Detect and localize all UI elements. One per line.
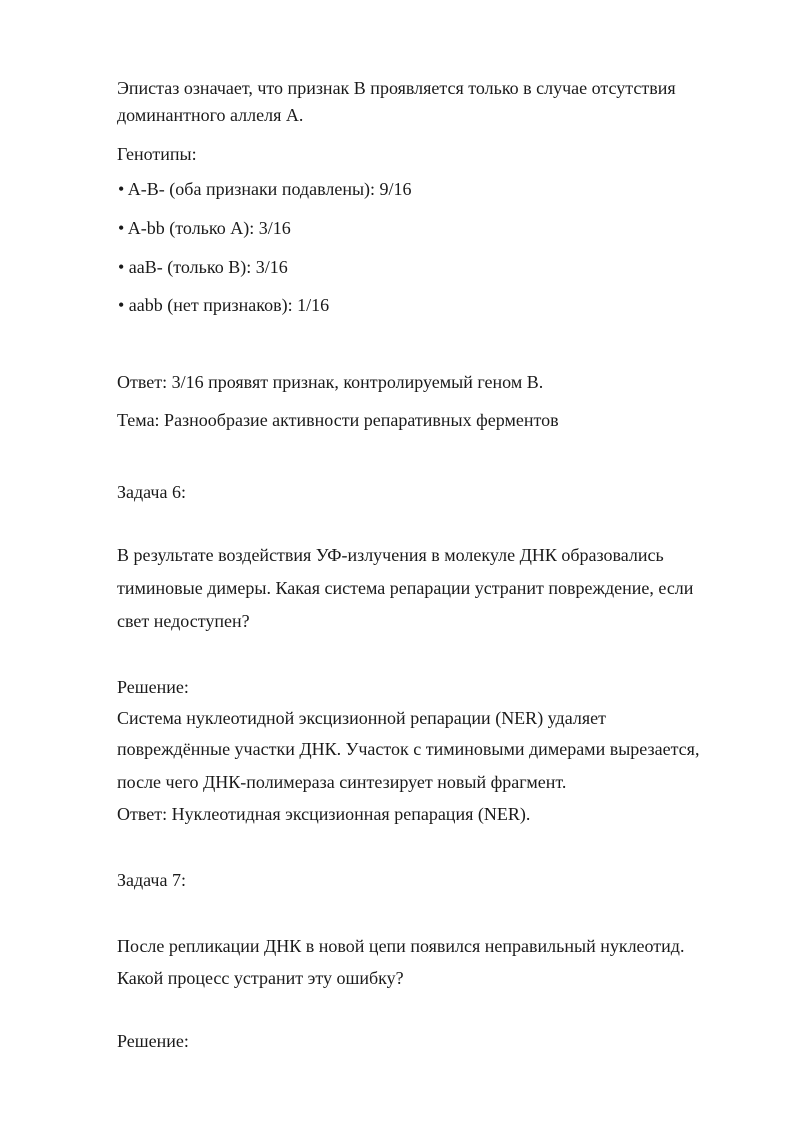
task-6-solution-line: после чего ДНК-полимераза синтезирует новый фрагмент. xyxy=(117,772,567,792)
task-6-solution-line: Система нуклеотидной эксцизионной репарации (NER) удаляет xyxy=(117,708,606,728)
genotype-item: • aabb (нет признаков): 1/16 xyxy=(118,295,330,315)
genotype-item: • aaB- (только B): 3/16 xyxy=(118,257,288,277)
previous-answer: Ответ: 3/16 проявят признак, контролируемый геном B. xyxy=(117,372,544,392)
topic-line: Тема: Разнообразие активности репаративных ферментов xyxy=(117,410,559,430)
epistasis-text-line-1: Эпистаз означает, что признак B проявляется только в случае отсутствия xyxy=(117,78,676,98)
task-6-solution-heading: Решение: xyxy=(117,677,189,697)
epistasis-text-line-2: доминантного аллеля A. xyxy=(117,105,304,125)
task-7-question-line: Какой процесс устранит эту ошибку? xyxy=(117,968,404,988)
genotypes-heading: Генотипы: xyxy=(117,144,197,164)
task-6-question-line: свет недоступен? xyxy=(117,611,250,631)
task-7-solution-heading: Решение: xyxy=(117,1031,189,1051)
task-7-title: Задача 7: xyxy=(117,870,186,890)
genotype-item: • A-bb (только A): 3/16 xyxy=(118,218,291,238)
task-6-solution-line: повреждённые участки ДНК. Участок с тиминовыми димерами вырезается, xyxy=(117,739,700,759)
task-6-answer: Ответ: Нуклеотидная эксцизионная репарация (NER). xyxy=(117,804,531,824)
task-6-question-line: тиминовые димеры. Какая система репарации устранит повреждение, если xyxy=(117,578,694,598)
genotype-item: • A-B- (оба признаки подавлены): 9/16 xyxy=(118,179,412,199)
task-6-question-line: В результате воздействия УФ-излучения в молекуле ДНК образовались xyxy=(117,545,664,565)
task-7-question-line: После репликации ДНК в новой цепи появился неправильный нуклеотид. xyxy=(117,936,685,956)
task-6-title: Задача 6: xyxy=(117,482,186,502)
